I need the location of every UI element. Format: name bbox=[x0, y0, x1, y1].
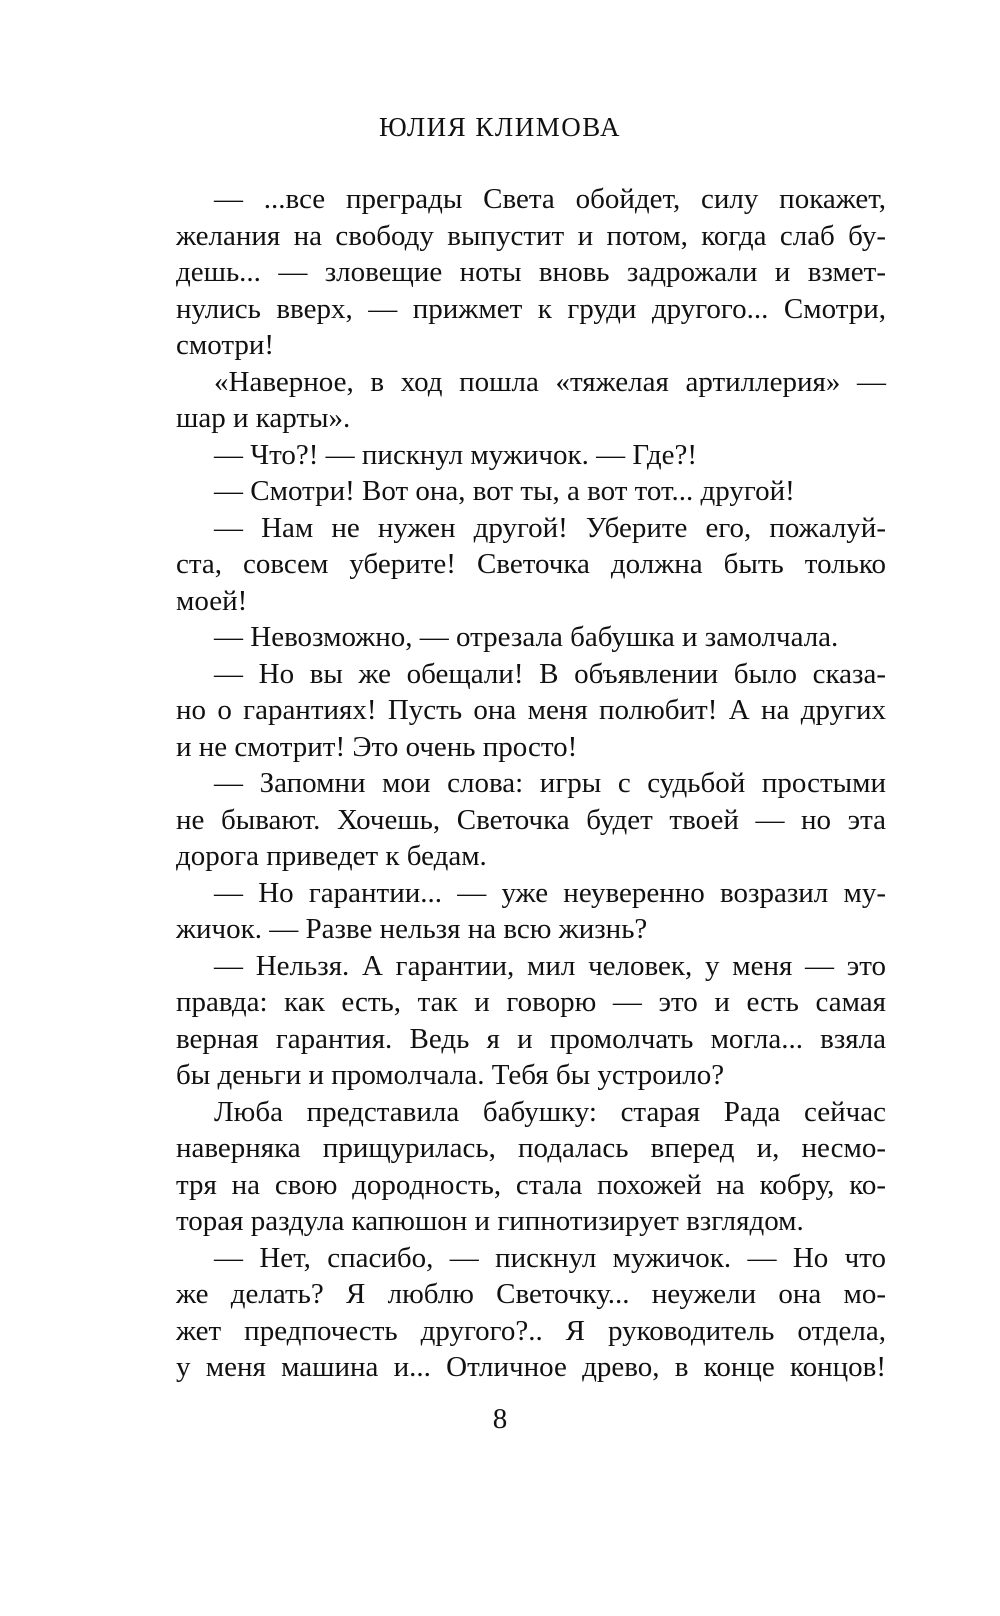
text-line: — Но вы же обещали! В объявлении было сказа- bbox=[214, 657, 886, 690]
text-line: желания на свободу выпустит и потом, когда слаб бу- bbox=[176, 219, 886, 252]
text-line: же делать? Я люблю Светочку... неужели она мо- bbox=[176, 1278, 886, 1310]
page-number: 8 bbox=[492, 1403, 508, 1435]
text-line: смотри! bbox=[176, 329, 275, 361]
text-line: но о гарантиях! Пусть она меня полюбит! А на других bbox=[176, 694, 886, 726]
text-line: — ...все преграды Света обойдет, силу покажет, bbox=[214, 183, 886, 215]
text-line: и не смотрит! Это очень просто! bbox=[176, 730, 578, 763]
text-line: — Но гарантии... — уже неуверенно возразил му- bbox=[214, 876, 886, 909]
text-line: у меня машина и... Отличное древо, в конце концов! bbox=[176, 1351, 886, 1383]
text-line: жет предпочесть другого?.. Я руководитель отдела, bbox=[176, 1314, 886, 1347]
text-line: правда: как есть, так и говорю — это и есть самая bbox=[176, 986, 886, 1018]
text-line: жичок. — Разве нельзя на всю жизнь? bbox=[176, 913, 648, 945]
text-line: дешь... — зловещие ноты вновь задрожали и взмет- bbox=[176, 256, 886, 288]
text-line: — Что?! — пискнул мужичок. — Где?! bbox=[214, 438, 698, 471]
text-line: бы деньги и промолчала. Тебя бы устроило? bbox=[176, 1059, 725, 1091]
text-line: ста, совсем уберите! Светочка должна быть только bbox=[176, 548, 886, 580]
text-line: не бывают. Хочешь, Светочка будет твоей — но эта bbox=[176, 803, 886, 836]
text-line: торая раздула капюшон и гипнотизирует взглядом. bbox=[176, 1205, 804, 1237]
text-line: — Запомни мои слова: игры с судьбой простыми bbox=[214, 767, 886, 799]
text-line: шар и карты». bbox=[176, 402, 351, 434]
text-line: — Нельзя. А гарантии, мил человек, у меня — это bbox=[214, 949, 886, 982]
text-line: верная гарантия. Ведь я и промолчать могла... взяла bbox=[176, 1022, 886, 1055]
text-line: — Нам не нужен другой! Уберите его, пожалуй- bbox=[214, 511, 886, 544]
text-line: Люба представила бабушку: старая Рада сейчас bbox=[214, 1095, 886, 1128]
text-line: нулись вверх, — прижмет к груди другого... Смотри, bbox=[176, 292, 886, 325]
text-line: наверняка прищурилась, подалась вперед и, несмо- bbox=[176, 1132, 886, 1164]
text-line: — Невозможно, — отрезала бабушка и замолчала. bbox=[214, 621, 839, 653]
text-line: — Смотри! Вот она, вот ты, а вот тот... другой! bbox=[214, 475, 795, 507]
text-line: дорога приведет к бедам. bbox=[176, 840, 487, 872]
text-line: тря на свою дородность, стала похожей на кобру, ко- bbox=[176, 1168, 886, 1201]
text-line: — Нет, спасибо, — пискнул мужичок. — Но что bbox=[214, 1241, 886, 1274]
running-header: ЮЛИЯ КЛИМОВА bbox=[378, 112, 622, 142]
text-line: моей! bbox=[176, 584, 248, 617]
body-text bbox=[176, 181, 886, 1386]
text-line: «Наверное, в ход пошла «тяжелая артиллерия» — bbox=[214, 365, 886, 398]
